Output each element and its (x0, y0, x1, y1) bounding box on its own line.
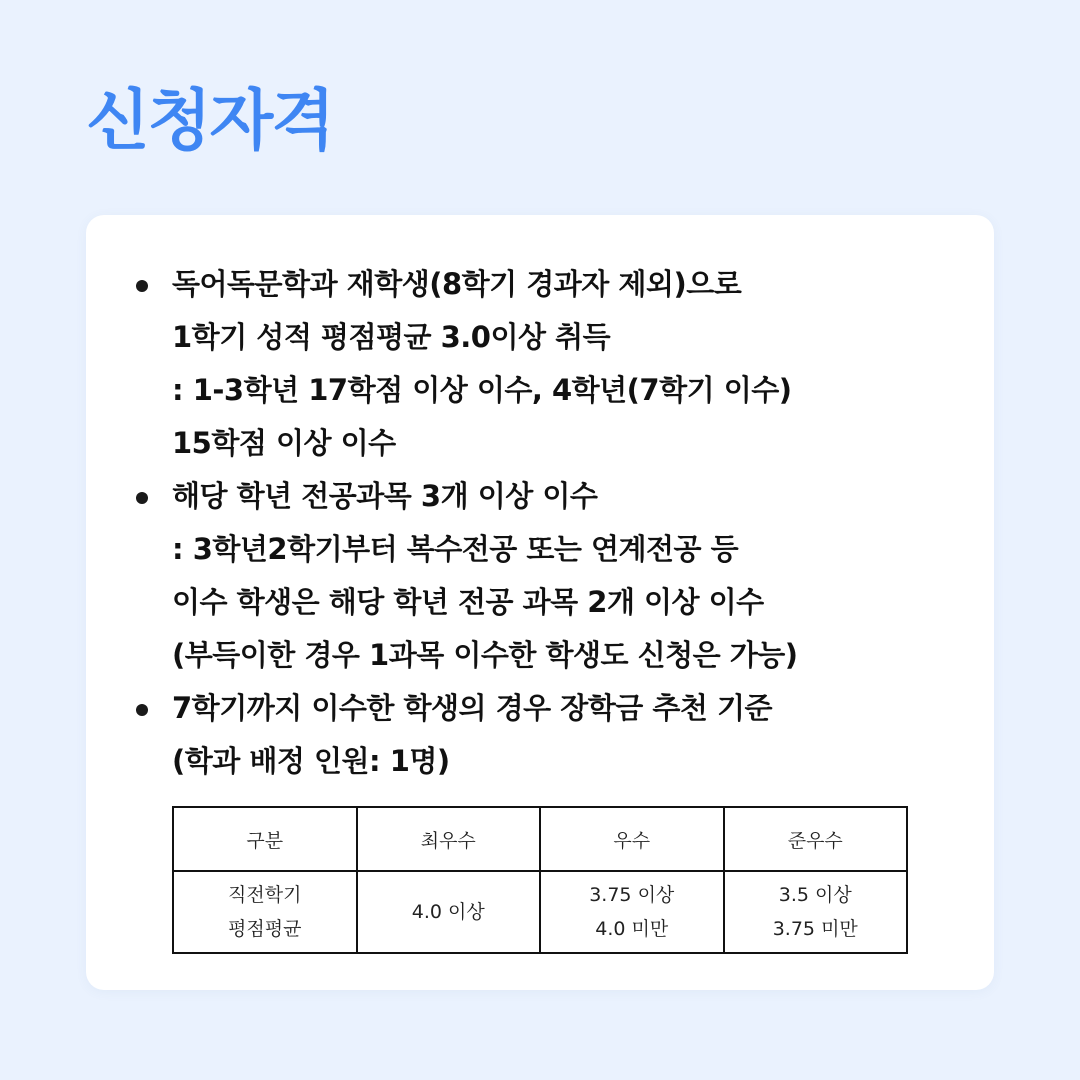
table-header-category: 구분 (173, 807, 357, 871)
eligibility-card (86, 215, 994, 990)
table-cell-excellent (540, 871, 724, 953)
cell-line: 4.0 이상 (411, 901, 485, 923)
criteria-line: (부득이한 경우 1과목 이수한 학생도 신청은 가능) (172, 638, 798, 672)
criteria-item-major-courses (86, 470, 798, 682)
criteria-line: (학과 배정 인원: 1명) (172, 744, 450, 778)
criteria-item-enrollment (86, 258, 798, 470)
table-header-excellent: 우수 (540, 807, 724, 871)
criteria-line: : 3학년2학기부터 복수전공 또는 연계전공 등 (172, 532, 739, 566)
cell-line: 평점평균 (228, 918, 302, 940)
page-title: 신청자격 (86, 82, 334, 159)
cell-line: 3.75 이상 (589, 884, 675, 906)
criteria-line: 7학기까지 이수한 학생의 경우 장학금 추천 기준 (172, 691, 773, 725)
criteria-line: : 1-3학년 17학점 이상 이수, 4학년(7학기 이수) (172, 373, 792, 407)
table-cell-label (173, 871, 357, 953)
table-row (173, 871, 907, 953)
criteria-line: 해당 학년 전공과목 3개 이상 이수 (172, 479, 598, 513)
table-cell-good (724, 871, 908, 953)
table-header-good: 준우수 (724, 807, 908, 871)
cell-line: 3.5 이상 (778, 884, 852, 906)
criteria-line: 독어독문학과 재학생(8학기 경과자 제외)으로 (172, 267, 742, 301)
criteria-line: 15학점 이상 이수 (172, 426, 396, 460)
criteria-item-scholarship (86, 682, 798, 788)
table-header-top: 최우수 (357, 807, 541, 871)
bullet-icon (136, 704, 148, 716)
grade-criteria-table (172, 806, 908, 954)
criteria-line: 1학기 성적 평점평균 3.0이상 취득 (172, 320, 611, 354)
criteria-list (86, 258, 798, 788)
bullet-icon (136, 280, 148, 292)
table-cell-top (357, 871, 541, 953)
table-header-row (173, 807, 907, 871)
cell-line: 3.75 미만 (772, 918, 858, 940)
cell-line: 4.0 미만 (595, 918, 669, 940)
bullet-icon (136, 492, 148, 504)
criteria-line: 이수 학생은 해당 학년 전공 과목 2개 이상 이수 (172, 585, 764, 619)
cell-line: 직전학기 (228, 884, 302, 906)
